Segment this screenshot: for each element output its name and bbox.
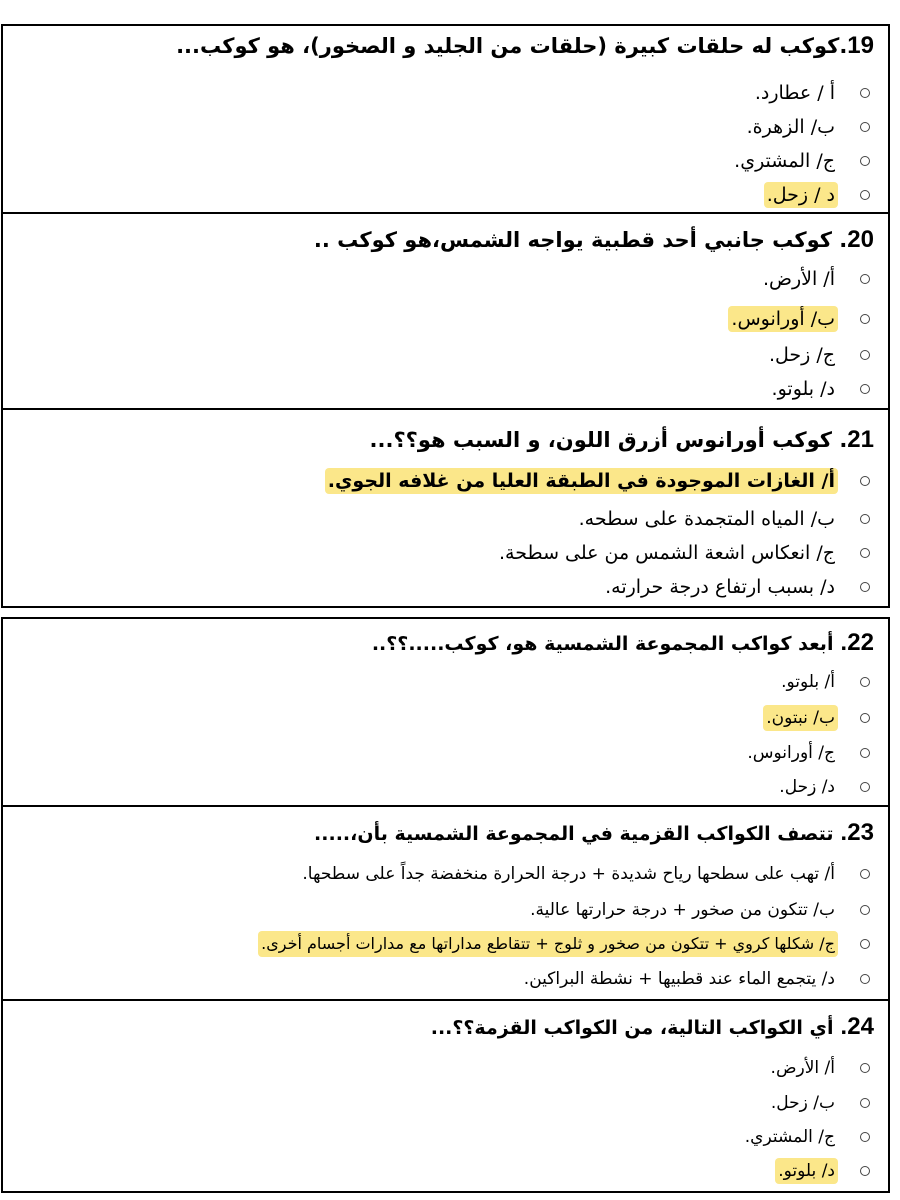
option-label-highlighted: أ/ الغازات الموجودة في الطبقة العليا من غلافه الجوي. — [325, 468, 838, 494]
option-label: ج/ انعكاس اشعة الشمس من على سطحة. — [499, 542, 835, 564]
option-label: ب/ الزهرة. — [746, 116, 835, 138]
radio-icon[interactable] — [860, 1132, 870, 1142]
option-label: أ/ بلوتو. — [781, 672, 835, 692]
radio-icon[interactable] — [860, 905, 870, 915]
option-a[interactable] — [752, 76, 870, 110]
option-label: د/ زحل. — [779, 777, 835, 797]
question-text: . تتصف الكواكب القزمية في المجموعة الشمسية بأن،..... — [314, 823, 848, 845]
question-19-box — [1, 24, 890, 214]
option-label-highlighted: د/ بلوتو. — [775, 1158, 838, 1184]
option-d[interactable] — [769, 372, 870, 406]
radio-icon[interactable] — [860, 122, 870, 132]
radio-icon[interactable] — [860, 314, 870, 324]
question-number: 24 — [847, 1013, 874, 1040]
option-b[interactable] — [763, 701, 870, 735]
option-label-highlighted: د / زحل. — [764, 182, 838, 208]
question-20-box — [1, 212, 890, 410]
option-c[interactable] — [731, 144, 870, 178]
question-number: 19 — [847, 32, 874, 59]
radio-icon[interactable] — [860, 677, 870, 687]
radio-icon[interactable] — [860, 748, 870, 758]
radio-icon[interactable] — [860, 713, 870, 723]
question-number: 22 — [847, 629, 874, 656]
option-a[interactable] — [778, 665, 870, 699]
question-20-title — [314, 226, 874, 254]
option-c[interactable] — [496, 536, 870, 570]
option-a[interactable] — [299, 857, 870, 891]
option-label: أ/ تهب على سطحها رياح شديدة + درجة الحرارة منخفضة جداً على سطحها. — [302, 864, 835, 884]
question-24-title — [431, 1013, 874, 1042]
radio-icon[interactable] — [860, 939, 870, 949]
question-text: . كوكب جانبي أحد قطبية يواجه الشمس،هو كوكب .. — [313, 228, 848, 252]
radio-icon[interactable] — [860, 350, 870, 360]
question-23-box — [1, 805, 890, 1001]
option-label-highlighted: ب/ أورانوس. — [728, 306, 838, 332]
question-number: 23 — [847, 819, 874, 846]
radio-icon[interactable] — [860, 476, 870, 486]
radio-icon[interactable] — [860, 869, 870, 879]
radio-icon[interactable] — [860, 1063, 870, 1073]
option-b[interactable] — [768, 1086, 870, 1120]
question-21-title — [370, 426, 874, 454]
option-label: د/ بسبب ارتفاع درجة حرارته. — [605, 576, 835, 598]
question-number: 21 — [847, 426, 874, 453]
option-d[interactable] — [521, 962, 870, 996]
radio-icon[interactable] — [860, 548, 870, 558]
option-label: ب/ المياه المتجمدة على سطحه. — [578, 508, 835, 530]
option-a[interactable] — [760, 262, 870, 296]
option-d[interactable] — [776, 770, 870, 804]
question-22-title — [372, 629, 874, 658]
option-d[interactable] — [602, 570, 870, 604]
radio-icon[interactable] — [860, 88, 870, 98]
question-23-title — [314, 819, 874, 848]
question-text: .كوكب له حلقات كبيرة (حلقات من الجليد و الصخور)، هو كوكب... — [176, 34, 848, 58]
option-a[interactable] — [325, 464, 870, 498]
radio-icon[interactable] — [860, 190, 870, 200]
option-label: د/ بلوتو. — [771, 378, 835, 400]
radio-icon[interactable] — [860, 782, 870, 792]
question-22-box — [1, 617, 890, 807]
radio-icon[interactable] — [860, 274, 870, 284]
option-label: ب/ تتكون من صخور + درجة حرارتها عالية. — [530, 900, 835, 920]
option-d[interactable] — [764, 178, 870, 212]
question-text: . أبعد كواكب المجموعة الشمسية هو، كوكب.....؟؟.. — [371, 633, 848, 655]
option-b[interactable] — [576, 502, 870, 536]
option-label-highlighted: ج/ شكلها كروي + تتكون من صخور و ثلوج + تتقاطع مداراتها مع مدارات أجسام أخرى. — [258, 931, 838, 957]
option-label: أ / عطارد. — [754, 82, 835, 104]
question-19-title — [176, 32, 874, 60]
radio-icon[interactable] — [860, 384, 870, 394]
option-label: ج/ زحل. — [768, 344, 835, 366]
option-c[interactable] — [766, 338, 870, 372]
option-label: د/ يتجمع الماء عند قطبيها + نشطة البراكين. — [523, 969, 835, 989]
question-24-box — [1, 999, 890, 1193]
option-b[interactable] — [728, 302, 870, 336]
question-text: . كوكب أورانوس أزرق اللون، و السبب هو؟؟... — [369, 428, 848, 452]
option-a[interactable] — [768, 1051, 870, 1085]
radio-icon[interactable] — [860, 514, 870, 524]
option-label: أ/ الأرض. — [762, 268, 835, 290]
option-b[interactable] — [527, 893, 870, 927]
question-number: 20 — [847, 226, 874, 253]
option-c[interactable] — [742, 1120, 870, 1154]
option-d[interactable] — [775, 1154, 870, 1188]
question-text: . أي الكواكب التالية، من الكواكب القزمة؟؟... — [430, 1017, 848, 1039]
option-label: أ/ الأرض. — [770, 1058, 835, 1078]
option-label: ج/ أورانوس. — [747, 743, 835, 763]
option-c[interactable] — [258, 927, 870, 961]
option-label: ج/ المشتري. — [744, 1127, 835, 1147]
radio-icon[interactable] — [860, 582, 870, 592]
radio-icon[interactable] — [860, 1098, 870, 1108]
option-label-highlighted: ب/ نبتون. — [763, 705, 838, 731]
radio-icon[interactable] — [860, 156, 870, 166]
radio-icon[interactable] — [860, 1166, 870, 1176]
question-21-box — [1, 408, 890, 608]
option-c[interactable] — [744, 736, 870, 770]
option-label: ج/ المشتري. — [734, 150, 835, 172]
option-b[interactable] — [744, 110, 870, 144]
option-label: ب/ زحل. — [770, 1093, 835, 1113]
radio-icon[interactable] — [860, 974, 870, 984]
